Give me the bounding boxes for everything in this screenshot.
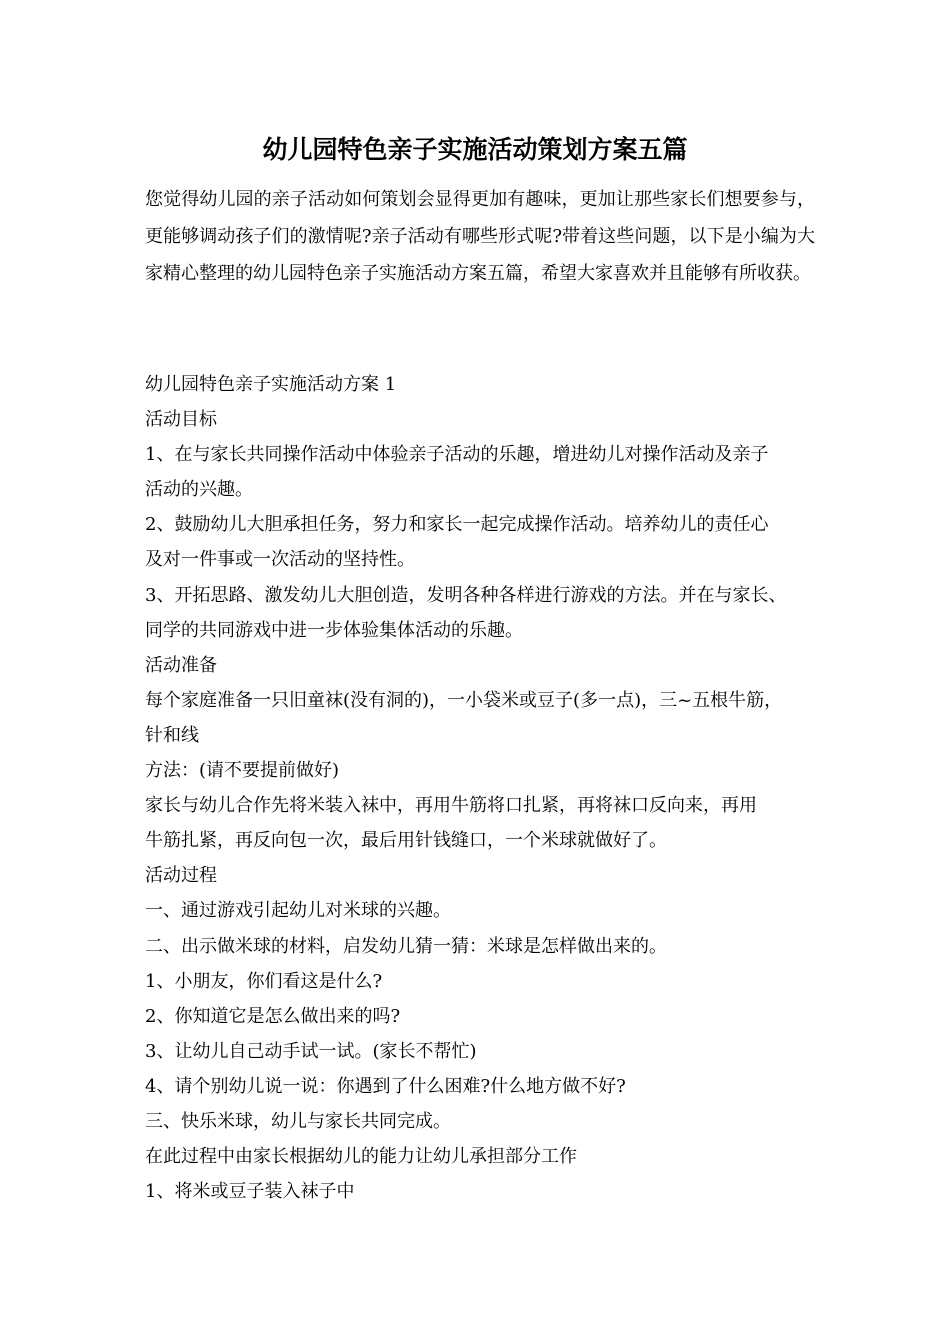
intro-paragraph: 您觉得幼儿园的亲子活动如何策划会显得更加有趣味，更加让那些家长们想要参与，更能够调动孩子们的激情呢?亲子活动有哪些形式呢?带着这些问题，以下是小编为大家精心整理的幼儿园特色亲子实施活动方案五篇，希望大家喜欢并且能够有所收获。 (145, 189, 815, 284)
text-line: 牛筋扎紧，再反向包一次，最后用针钱缝口，一个米球就做好了。 (145, 830, 667, 852)
text-line: 4、请个别幼儿说一说：你遇到了什么困难?什么地方做不好? (145, 1075, 626, 1097)
text-line: 2、你知道它是怎么做出来的吗? (145, 1005, 401, 1027)
text-line: 3、开拓思路、激发幼儿大胆创造，发明各种各样进行游戏的方法。并在与家长、 (145, 584, 787, 606)
document-body (145, 367, 835, 1209)
text-line: 活动的兴趣。 (145, 479, 253, 501)
subheading-process: 活动过程 (145, 865, 217, 887)
section-heading: 幼儿园特色亲子实施活动方案 1 (145, 374, 397, 395)
text-line: 1、将米或豆子装入袜子中 (145, 1181, 355, 1203)
text-line: 家长与幼儿合作先将米装入袜中，再用牛筋将口扎紧，再将袜口反向来，再用 (145, 795, 757, 817)
subheading-goals: 活动目标 (145, 409, 217, 431)
text-line: 及对一件事或一次活动的坚持性。 (145, 549, 415, 571)
text-line: 3、让幼儿自己动手试一试。(家长不帮忙) (145, 1040, 477, 1062)
text-line: 二、出示做米球的材料，启发幼儿猜一猜：米球是怎样做出来的。 (145, 935, 667, 957)
text-line: 1、小朋友，你们看这是什么? (145, 970, 383, 992)
text-line: 同学的共同游戏中进一步体验集体活动的乐趣。 (145, 619, 523, 641)
text-line: 2、鼓励幼儿大胆承担任务，努力和家长一起完成操作活动。培养幼儿的责任心 (145, 514, 769, 536)
text-line: 方法：(请不要提前做好) (145, 760, 340, 782)
text-line: 每个家庭准备一只旧童袜(没有洞的)，一小袋米或豆子(多一点)，三~五根牛筋， (145, 689, 783, 711)
text-line: 一、通过游戏引起幼儿对米球的兴趣。 (145, 900, 451, 922)
text-line: 三、快乐米球，幼儿与家长共同完成。 (145, 1110, 451, 1132)
subheading-preparation: 活动准备 (145, 654, 217, 676)
text-line: 针和线 (145, 724, 199, 746)
text-line: 在此过程中由家长根据幼儿的能力让幼儿承担部分工作 (145, 1146, 577, 1168)
text-line: 1、在与家长共同操作活动中体验亲子活动的乐趣，增进幼儿对操作活动及亲子 (145, 444, 769, 466)
document-title: 幼儿园特色亲子实施活动策划方案五篇 (262, 135, 688, 164)
